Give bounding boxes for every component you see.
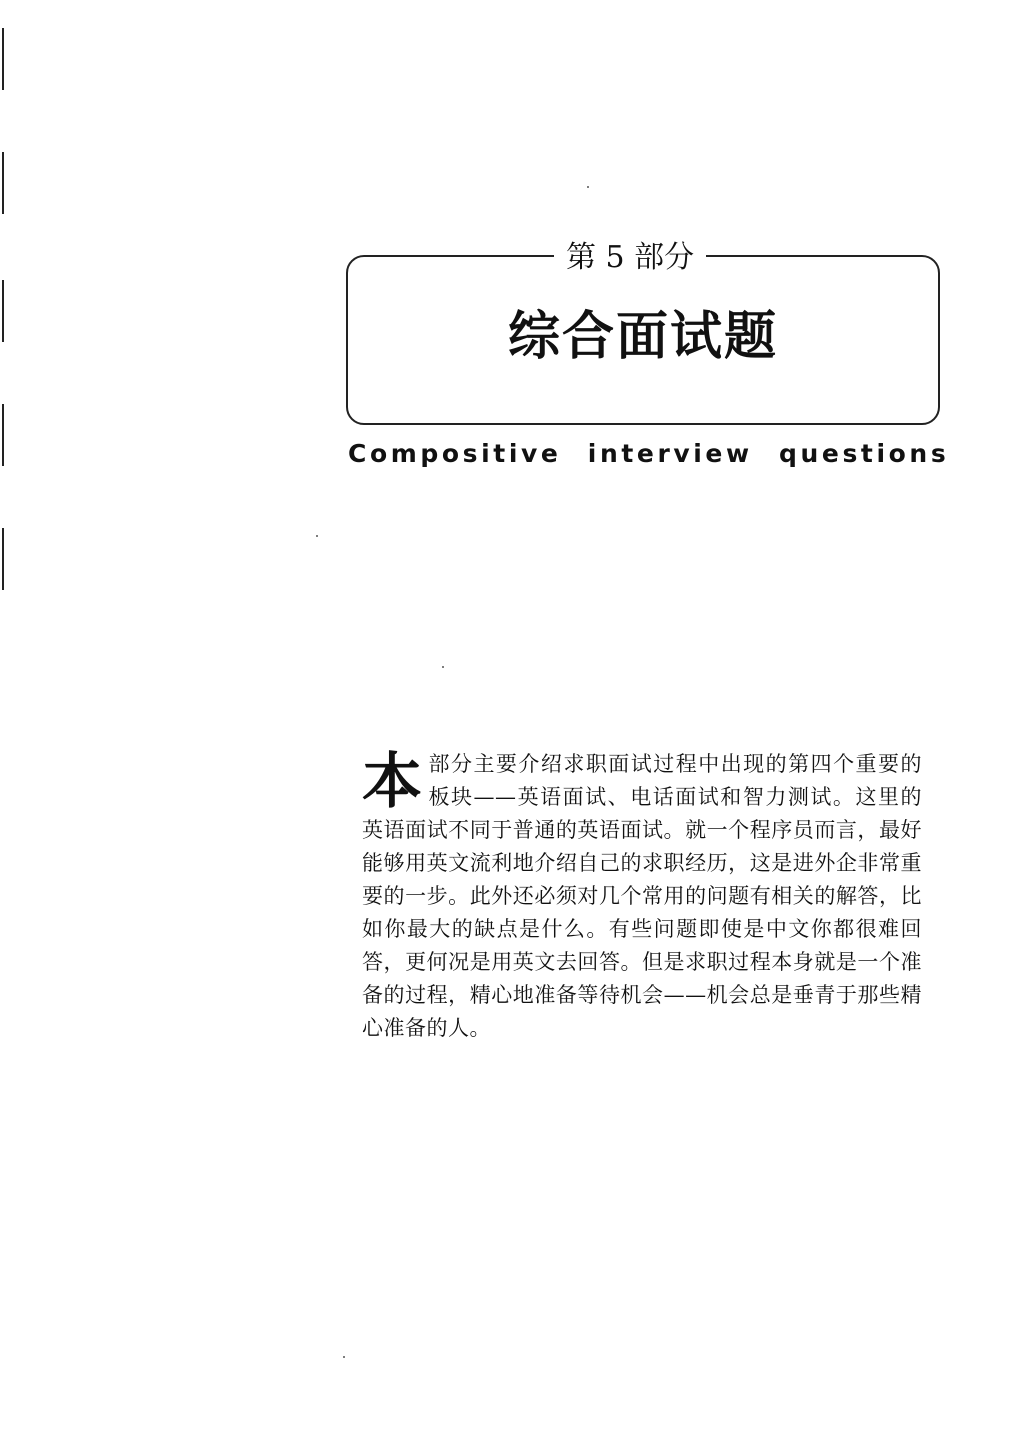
scan-mark — [2, 28, 4, 90]
part-title: 综合面试题 — [507, 307, 778, 367]
scan-mark — [2, 152, 4, 214]
scan-speck — [587, 186, 589, 188]
scan-mark — [2, 528, 4, 590]
intro-body-text: 部分主要介绍求职面试过程中出现的第四个重要的板块——英语面试、电话面试和智力测试。这里的英语面试不同于普通的英语面试。就一个程序员而言，最好能够用英文流利地介绍自己的求职经历，这是进外企非常重要的一步。此外还必须对几个常用的问题有相关的解答，比如你最大的缺点是什么。有些问题即使是中文你都很难回答，更何况是用英文去回答。但是求职过程本身就是一个准备的过程，精心地准备等待机会——机会总是垂青于那些精心准备的人。 — [362, 752, 922, 1040]
scan-speck — [343, 1356, 345, 1358]
drop-cap: 本 — [362, 747, 423, 817]
scan-speck — [442, 666, 444, 668]
part-number-label: 第 5 部分 — [554, 238, 706, 278]
part-subtitle-english: Compositive interview questions — [348, 439, 950, 468]
scan-speck — [316, 535, 318, 537]
scan-mark — [2, 280, 4, 342]
scan-mark — [2, 404, 4, 466]
intro-paragraph — [362, 748, 922, 1045]
